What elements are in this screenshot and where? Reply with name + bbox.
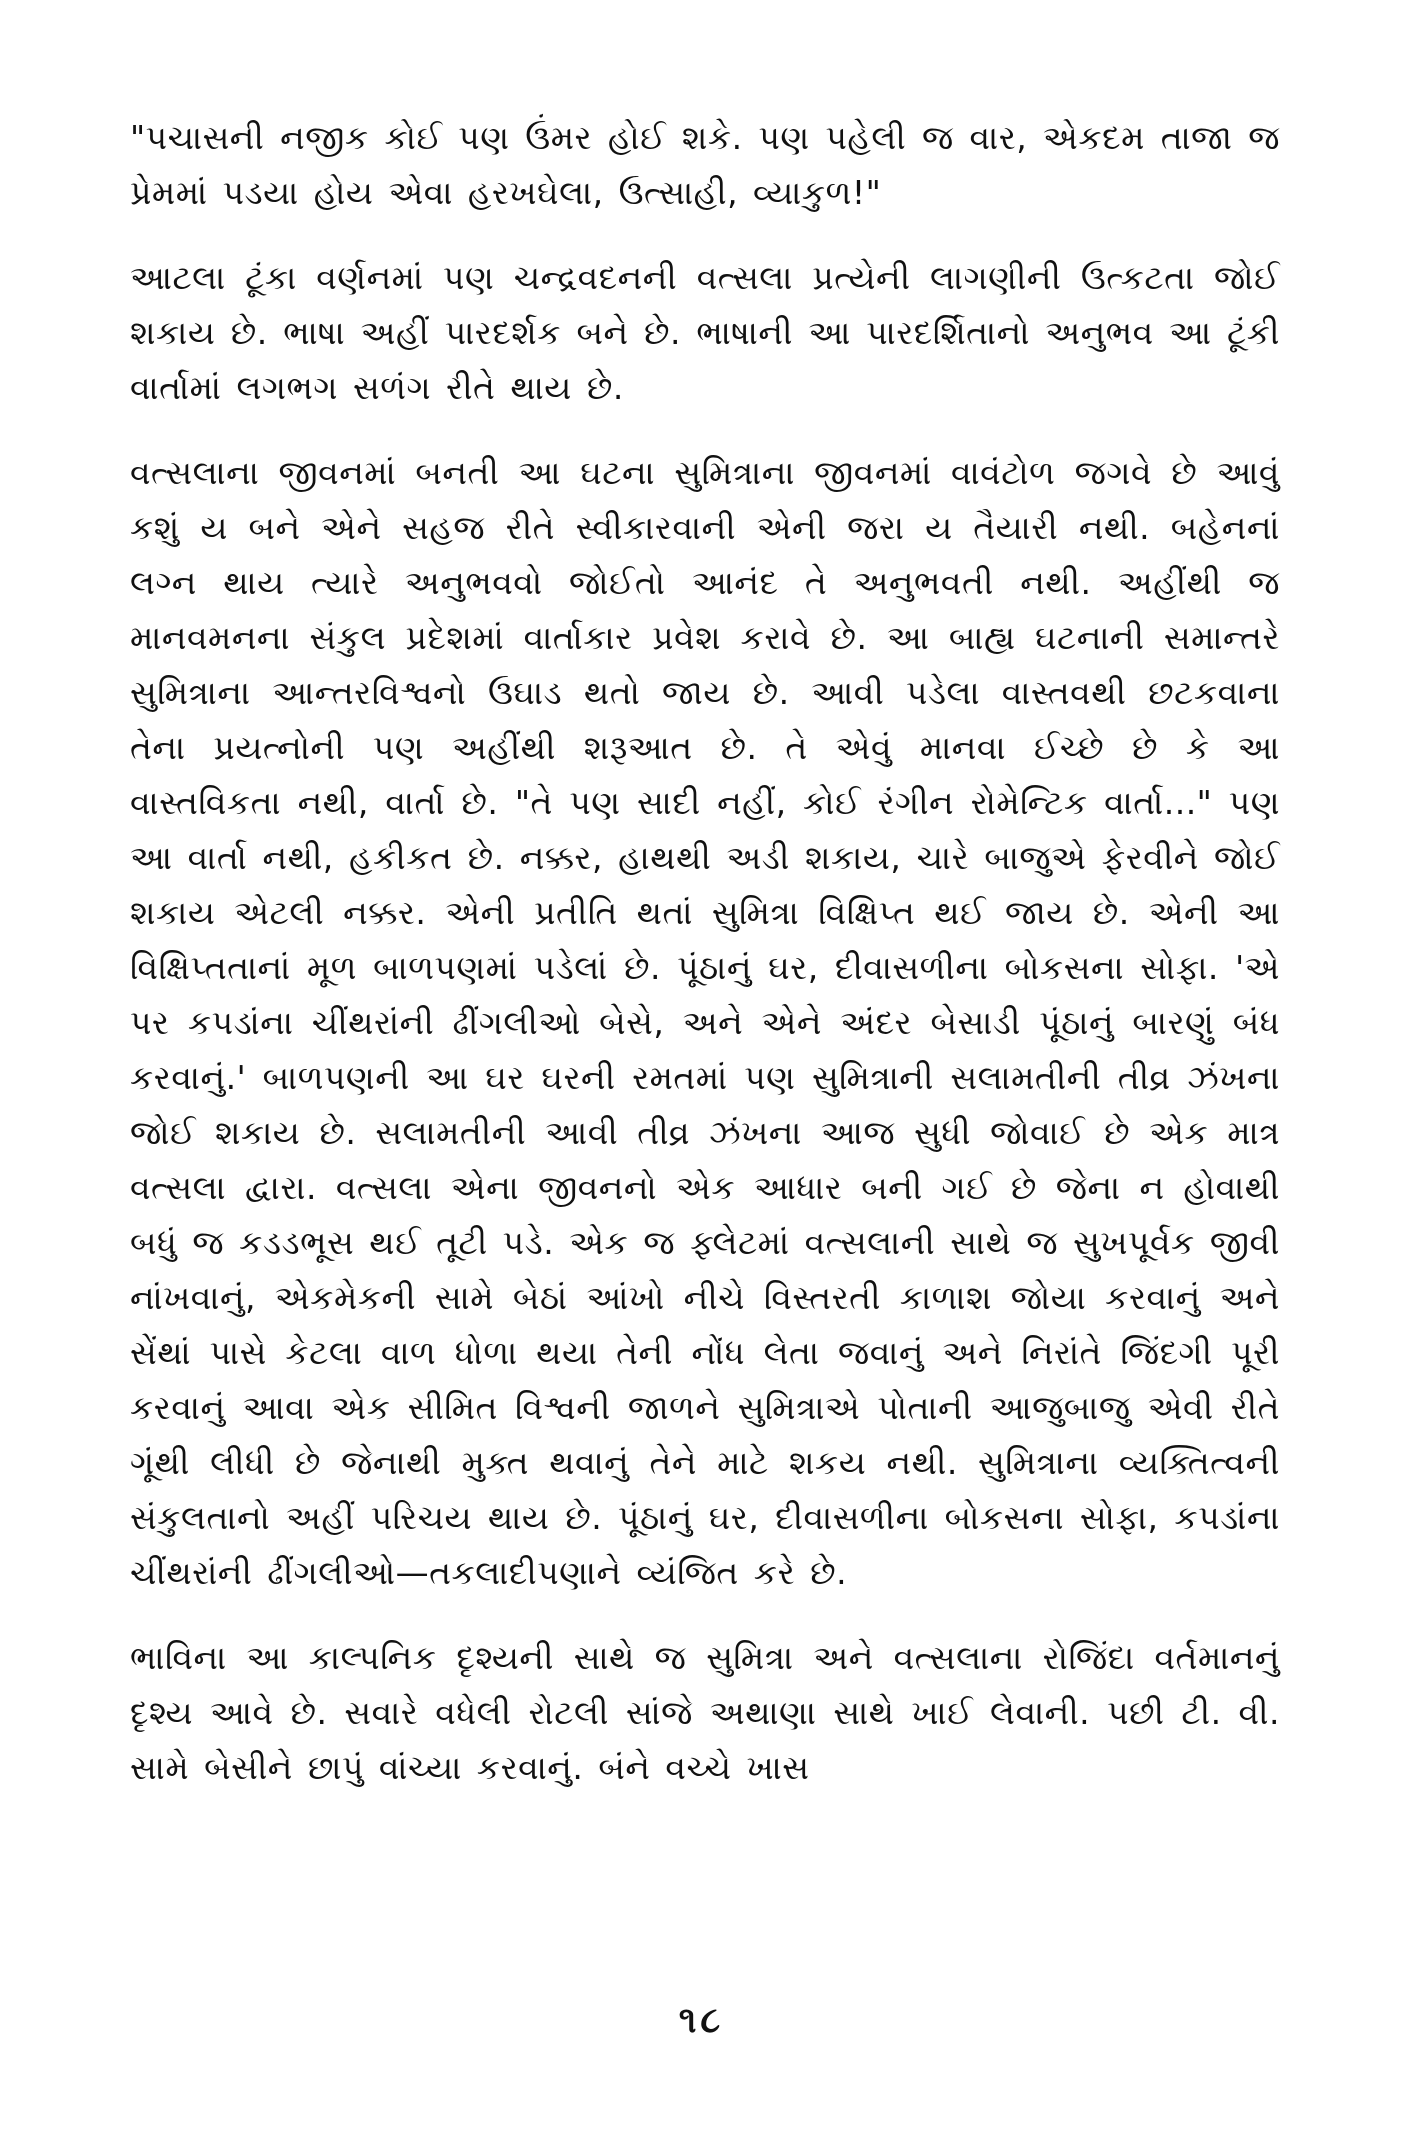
- paragraph-quote: "પચાસની નજીક કોઈ પણ ઉંમર હોઈ શકે. પણ પહેલી જ વાર, એકદમ તાજા જ પ્રેમમાં પડયા હોય એવા હરખઘેલા, ઉત્સાહી, વ્યાકુળ!": [130, 118, 1280, 212]
- paragraph-4: ભાવિના આ કાલ્પનિક દૃશ્યની સાથે જ સુમિત્રા અને વત્સલાના રોજિંદા વર્તમાનનું દૃશ્ય આવે છે. સવારે વધેલી રોટલી સાંજે અથાણા સાથે ખાઈ લેવાની. પછી ટી. વી. સામે બેસીને છાપું વાંચ્યા કરવાનું. બંને વચ્ચે ખાસ: [130, 1638, 1280, 1787]
- page-number: ૧૮: [678, 2000, 725, 2041]
- book-page: [130, 110, 1280, 2090]
- paragraph-2: આટલા ટૂંકા વર્ણનમાં પણ ચન્દ્રવદનની વત્સલા પ્રત્યેની લાગણીની ઉત્કટતા જોઈ શકાય છે. ભાષા અહીં પારદર્શક બને છે. ભાષાની આ પારદર્શિતાનો અનુભવ આ ટૂંકી વાર્તામાં લગભગ સળંગ રીતે થાય છે.: [130, 258, 1280, 407]
- paragraph-3: વત્સલાના જીવનમાં બનતી આ ઘટના સુમિત્રાના જીવનમાં વાવંટોળ જગવે છે આવું કશું ય બને એને સહજ રીતે સ્વીકારવાની એની જરા ય તૈયારી નથી. બહેનનાં લગ્ન થાય ત્યારે અનુભવવો જોઈતો આનંદ તે અનુભવતી નથી. અહીંથી જ માનવમનના સંકુલ પ્રદેશમાં વાર્તાકાર પ્રવેશ કરાવે છે. આ બાહ્ય ઘટનાની સમાન્તરે સુમિત્રાના આન્તરવિશ્વનો ઉઘાડ થતો જાય છે. આવી પડેલા વાસ્તવથી છટકવાના તેના પ્રયત્નોની પણ અહીંથી શરૂઆત છે. તે એવું માનવા ઈચ્છે છે કે આ વાસ્તવિકતા નથી, વાર્તા છે. "તે પણ સાદી નહીં, કોઈ રંગીન રોમેન્ટિક વાર્તા..." પણ આ વાર્તા નથી, હકીકત છે. નક્કર, હાથથી અડી શકાય, ચારે બાજુએ ફેરવીને જોઈ શકાય એટલી નક્કર. એની પ્રતીતિ થતાં સુમિત્રા વિક્ષિપ્ત થઈ જાય છે. એની આ વિક્ષિપ્તતાનાં મૂળ બાળપણમાં પડેલાં છે. પૂંઠાનું ઘર, દીવાસળીના બોકસના સોફા. 'એ પર કપડાંના ચીંથરાંની ઢીંગલીઓ બેસે, અને એને અંદર બેસાડી પૂંઠાનું બારણું બંધ કરવાનું.' બાળપણની આ ઘર ઘરની રમતમાં પણ સુમિત્રાની સલામતીની તીવ્ર ઝંખના જોઈ શકાય છે. સલામતીની આવી તીવ્ર ઝંખના આજ સુધી જોવાઈ છે એક માત્ર વત્સલા દ્વારા. વત્સલા એના જીવનનો એક આધાર બની ગઈ છે જેના ન હોવાથી બધું જ કડડભૂસ થઈ તૂટી પડે. એક જ ફ્લેટમાં વત્સલાની સાથે જ સુખપૂર્વક જીવી નાંખવાનું, એકમેકની સામે બેઠાં આંખો નીચે વિસ્તરતી કાળાશ જોયા કરવાનું અને સેંથાં પાસે કેટલા વાળ ધોળા થયા તેની નોંધ લેતા જવાનું અને નિરાંતે જિંદગી પૂરી કરવાનું આવા એક સીમિત વિશ્વની જાળને સુમિત્રાએ પોતાની આજુબાજુ એવી રીતે ગૂંથી લીધી છે જેનાથી મુક્ત થવાનું તેને માટે શકય નથી. સુમિત્રાના વ્યક્તિત્વની સંકુલતાનો અહીં પરિચય થાય છે. પૂંઠાનું ઘર, દીવાસળીના બોકસના સોફા, કપડાંના ચીંથરાંની ઢીંગલીઓ—તકલાદીપણાને વ્યંજિત કરે છે.: [130, 453, 1280, 1592]
